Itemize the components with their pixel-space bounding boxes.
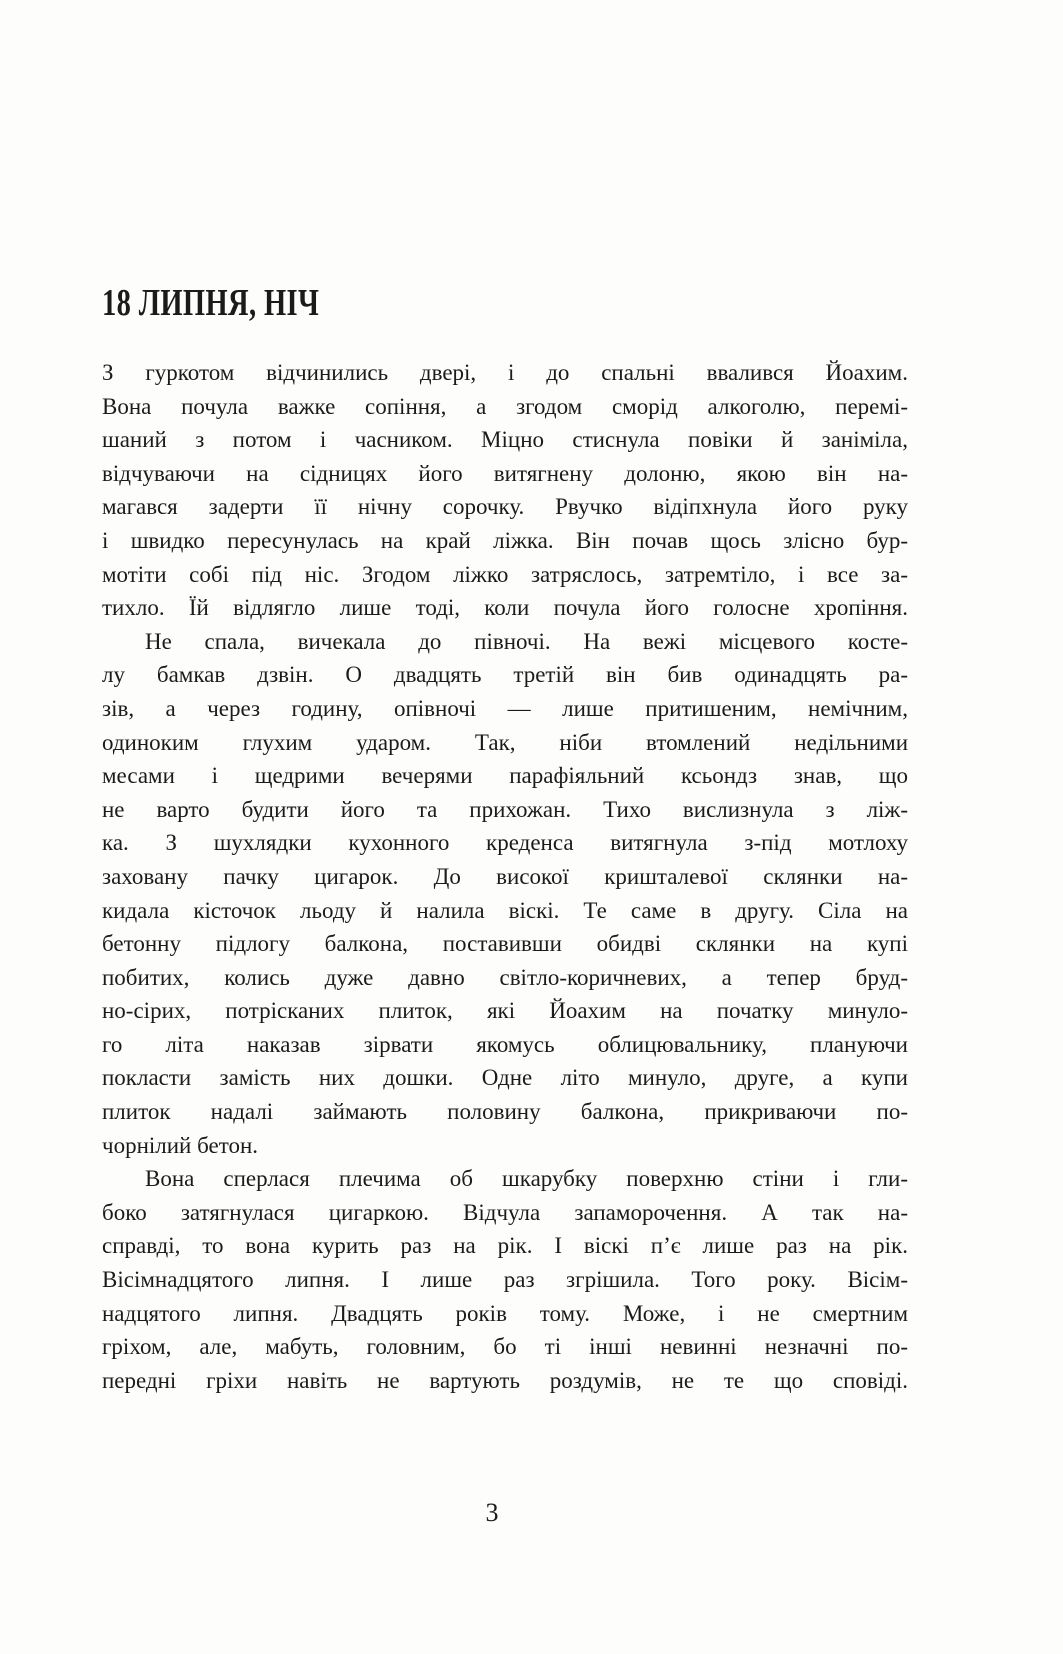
text-line: шаний з потом і часником. Міцно стиснула повіки й заніміла, — [102, 427, 908, 453]
text-line: плиток надалі займають половину балкона, прикриваючи по- — [102, 1099, 908, 1125]
text-line: З гуркотом відчинились двері, і до спальні ввалився Йоахим. — [102, 360, 908, 385]
text-line: кидала кісточок льоду й налила віскі. Те саме в другу. Сіла на — [102, 897, 908, 923]
text-line: побитих, колись дуже давно світло-коричневих, а тепер бруд- — [102, 964, 908, 990]
text-line: тихло. Їй відлягло лише тоді, коли почула його голосне хропіння. — [102, 595, 908, 621]
text-line: мотіти собі під ніс. Згодом ліжко затряслось, затремтіло, і все за- — [102, 561, 908, 587]
text-line: боко затягнулася цигаркою. Відчула запаморочення. А так на- — [102, 1199, 908, 1225]
text-line: покласти замість них дошки. Одне літо минуло, друге, а купи — [102, 1065, 908, 1091]
text-line: передні гріхи навіть не вартують роздумів, не те що сповіді. — [102, 1367, 908, 1393]
text-line: Вісімнадцятого липня. І лише раз згрішила. Того року. Вісім- — [102, 1267, 908, 1293]
text-line: но-сірих, потрісканих плиток, які Йоахим на початку минуло- — [102, 998, 908, 1024]
text-line: Вона почула важке сопіння, а згодом сморід алкоголю, перемі- — [102, 393, 908, 419]
text-line: Не спала, вичекала до півночі. На вежі місцевого косте- — [145, 628, 908, 654]
text-line: надцятого липня. Двадцять років тому. Може, і не смертним — [102, 1300, 908, 1326]
text-line: ка. З шухлядки кухонного креденса витягнула з-під мотлоху — [102, 830, 908, 856]
text-line: месами і щедрими вечерями парафіяльний ксьондз знав, що — [102, 763, 908, 789]
text-line: гріхом, але, мабуть, головним, бо ті інші невинні незначні по- — [102, 1334, 908, 1360]
text-line: заховану пачку цигарок. До високої кришталевої склянки на- — [102, 863, 908, 889]
text-line: зів, а через годину, опівночі — лише притишеним, немічним, — [102, 695, 908, 721]
page-number: 3 — [485, 1498, 499, 1527]
text-line: одиноким глухим ударом. Так, ніби втомлений недільними — [102, 729, 908, 755]
text-line: і швидко пересунулась на край ліжка. Він почав щось злісно бур- — [102, 527, 908, 553]
text-line: магався задерти її нічну сорочку. Рвучко відіпхнула його руку — [102, 494, 908, 520]
text-line: Вона сперлася плечима об шкарубку поверхню стіни і гли- — [145, 1166, 908, 1192]
text-line: бетонну підлогу балкона, поставивши обидві склянки на купі — [102, 931, 908, 957]
text-line: не варто будити його та прихожан. Тихо вислизнула з ліж- — [102, 796, 908, 822]
body-text — [102, 356, 908, 1397]
chapter-heading: 18 ЛИПНЯ, НІЧ — [102, 282, 320, 324]
text-line: лу бамкав дзвін. О двадцять третій він бив одинадцять ра- — [102, 662, 908, 688]
text-line: го літа наказав зірвати якомусь облицювальнику, плануючи — [102, 1031, 908, 1057]
text-line: справді, то вона курить раз на рік. І віскі п’є лише раз на рік. — [102, 1233, 908, 1259]
text-line: відчуваючи на сідницях його витягнену долоню, якою він на- — [102, 460, 908, 486]
text-line: чорнілий бетон. — [102, 1132, 259, 1158]
